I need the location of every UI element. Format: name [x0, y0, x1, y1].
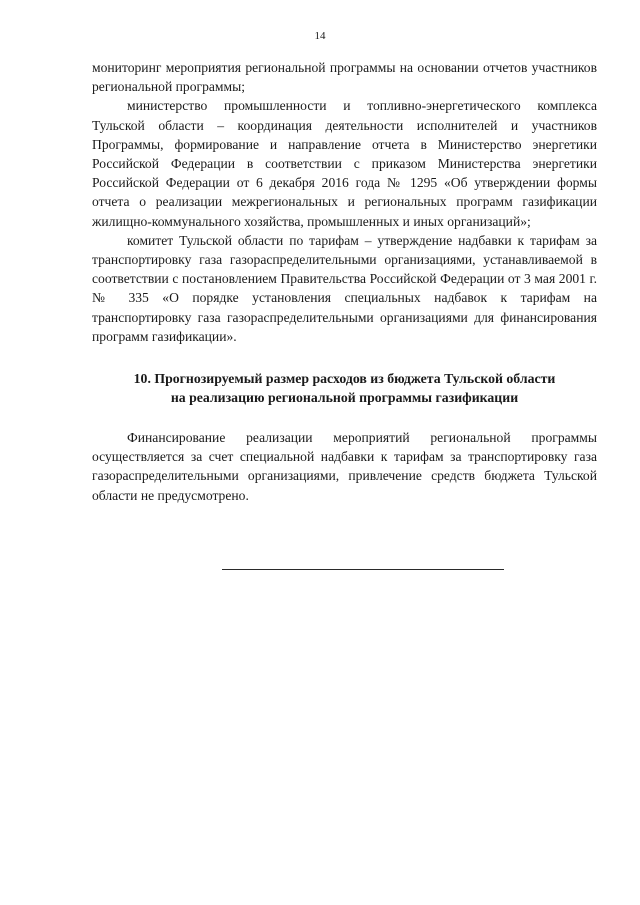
paragraph-financing: Финансирование реализации мероприятий региональной программы осуществляется за счет специальной надбавки к тарифам за транспортировку газа газораспределительными организациями, привлечение средств бюджета Тульской области не предусмотрено.: [92, 430, 597, 503]
end-of-document-rule: [222, 569, 504, 570]
section-heading-line1: 10. Прогнозируемый размер расходов из бюджета Тульской области: [133, 371, 556, 387]
document-body: [92, 58, 597, 505]
section-heading-line2: на реализацию региональной программы газификации: [170, 389, 519, 405]
page-number: 14: [314, 30, 326, 42]
paragraph-tariff-committee: комитет Тульской области по тарифам – утверждение надбавки к тарифам за транспортировку газа газораспределительными организациями, устанавливаемой в соответствии с постановлением Правительства Российской Федерации от 3 мая 2001 г. № 335 «О порядке установления специальных надбавок к тарифам на транспортировку газа газораспределительными организациями для финансирования программ газификации».: [92, 232, 597, 344]
paragraph-monitoring: мониторинг мероприятия региональной программы на основании отчетов участников региональной программы;: [92, 60, 597, 95]
paragraph-ministry-industry: министерство промышленности и топливно-энергетического комплекса Тульской области – координация деятельности исполнителей и участников Программы, формирование и направление отчета в Министерство энергетики Российской Федерации в соответствии с приказом Министерства энергетики Российской Федерации от 6 декабря 2016 года № 1295 «Об утверждении формы отчета о реализации межрегиональных и региональных программ газификации жилищно-коммунального хозяйства, промышленных и иных организаций»;: [92, 98, 597, 229]
section-heading: [92, 370, 597, 407]
